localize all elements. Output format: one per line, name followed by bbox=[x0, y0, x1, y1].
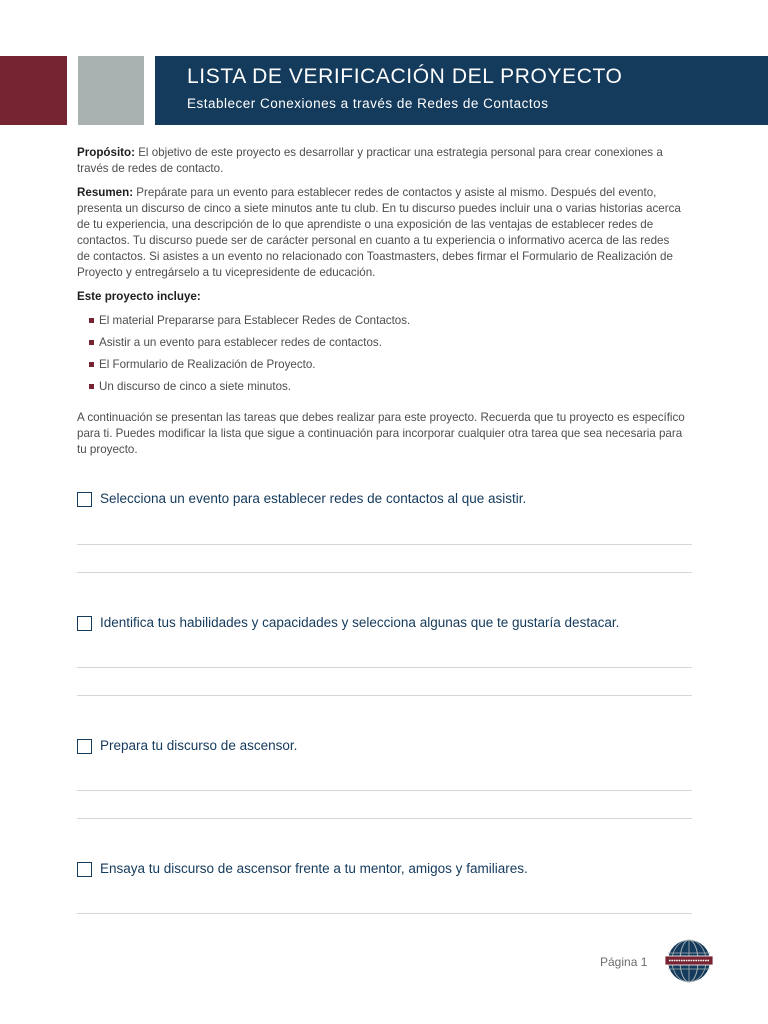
summary-label: Resumen: bbox=[77, 186, 134, 199]
header-maroon-block bbox=[0, 56, 67, 125]
answer-line[interactable] bbox=[77, 572, 692, 573]
purpose-paragraph bbox=[77, 145, 685, 177]
summary-text: Prepárate para un evento para establecer redes de contactos y asiste al mismo. Después del evento, presenta un discurso de cinco a siete minutos ante tu club. En tu discurso puedes incluir una o varias historias acerca de tu experiencia, una descripción de lo que aprendiste o una exposición de las ventajas de establecer redes de contactos. Tu discurso puede ser de carácter personal en cuanto a tu experiencia o informativo acerca de las redes de contactos. Si asistes a un evento no relacionado con Toastmasters, debes firmar el Formulario de Realización de Proyecto y entregárselo a tu vicepresidente de educación. bbox=[77, 186, 681, 279]
page-title: LISTA DE VERIFICACIÓN DEL PROYECTO bbox=[187, 65, 623, 88]
list-item: Un discurso de cinco a siete minutos. bbox=[77, 379, 685, 401]
includes-list bbox=[77, 313, 685, 401]
page-subtitle: Establecer Conexiones a través de Redes de Contactos bbox=[187, 96, 549, 111]
project-description bbox=[77, 145, 685, 466]
answer-line[interactable] bbox=[77, 818, 692, 819]
purpose-label: Propósito: bbox=[77, 146, 135, 159]
task-checkbox[interactable] bbox=[77, 739, 92, 754]
task-label: Identifica tus habilidades y capacidades y selecciona algunas que te gustaría destacar. bbox=[100, 615, 620, 630]
answer-line[interactable] bbox=[77, 695, 692, 696]
intro-paragraph: A continuación se presentan las tareas que debes realizar para este proyecto. Recuerda que tu proyecto es específico para ti. Puedes modificar la lista que sigue a continuación para incorporar cualquier otra tarea que sea necesaria para tu proyecto. bbox=[77, 411, 685, 456]
list-item: El material Prepararse para Establecer Redes de Contactos. bbox=[77, 313, 685, 335]
list-item: Asistir a un evento para establecer redes de contactos. bbox=[77, 335, 685, 357]
answer-line[interactable] bbox=[77, 790, 692, 791]
answer-line[interactable] bbox=[77, 667, 692, 668]
task-label: Ensaya tu discurso de ascensor frente a tu mentor, amigos y familiares. bbox=[100, 861, 528, 876]
answer-line[interactable] bbox=[77, 544, 692, 545]
list-item: El Formulario de Realización de Proyecto. bbox=[77, 357, 685, 379]
bullet-square-icon bbox=[89, 340, 94, 345]
task-label: Selecciona un evento para establecer redes de contactos al que asistir. bbox=[100, 491, 527, 506]
bullet-square-icon bbox=[89, 362, 94, 367]
bullet-square-icon bbox=[89, 384, 94, 389]
task-checkbox[interactable] bbox=[77, 492, 92, 507]
header-gray-block bbox=[78, 56, 144, 125]
task-checkbox[interactable] bbox=[77, 616, 92, 631]
bullet-square-icon bbox=[89, 318, 94, 323]
answer-line[interactable] bbox=[77, 913, 692, 914]
toastmasters-globe-logo-icon bbox=[664, 938, 714, 984]
page-number: Página 1 bbox=[600, 955, 648, 969]
purpose-text: El objetivo de este proyecto es desarrollar y practicar una estrategia personal para crear conexiones a través de redes de contacto. bbox=[77, 146, 663, 175]
task-checkbox[interactable] bbox=[77, 862, 92, 877]
includes-heading: Este proyecto incluye: bbox=[77, 290, 201, 303]
summary-paragraph bbox=[77, 185, 685, 281]
task-label: Prepara tu discurso de ascensor. bbox=[100, 738, 298, 753]
